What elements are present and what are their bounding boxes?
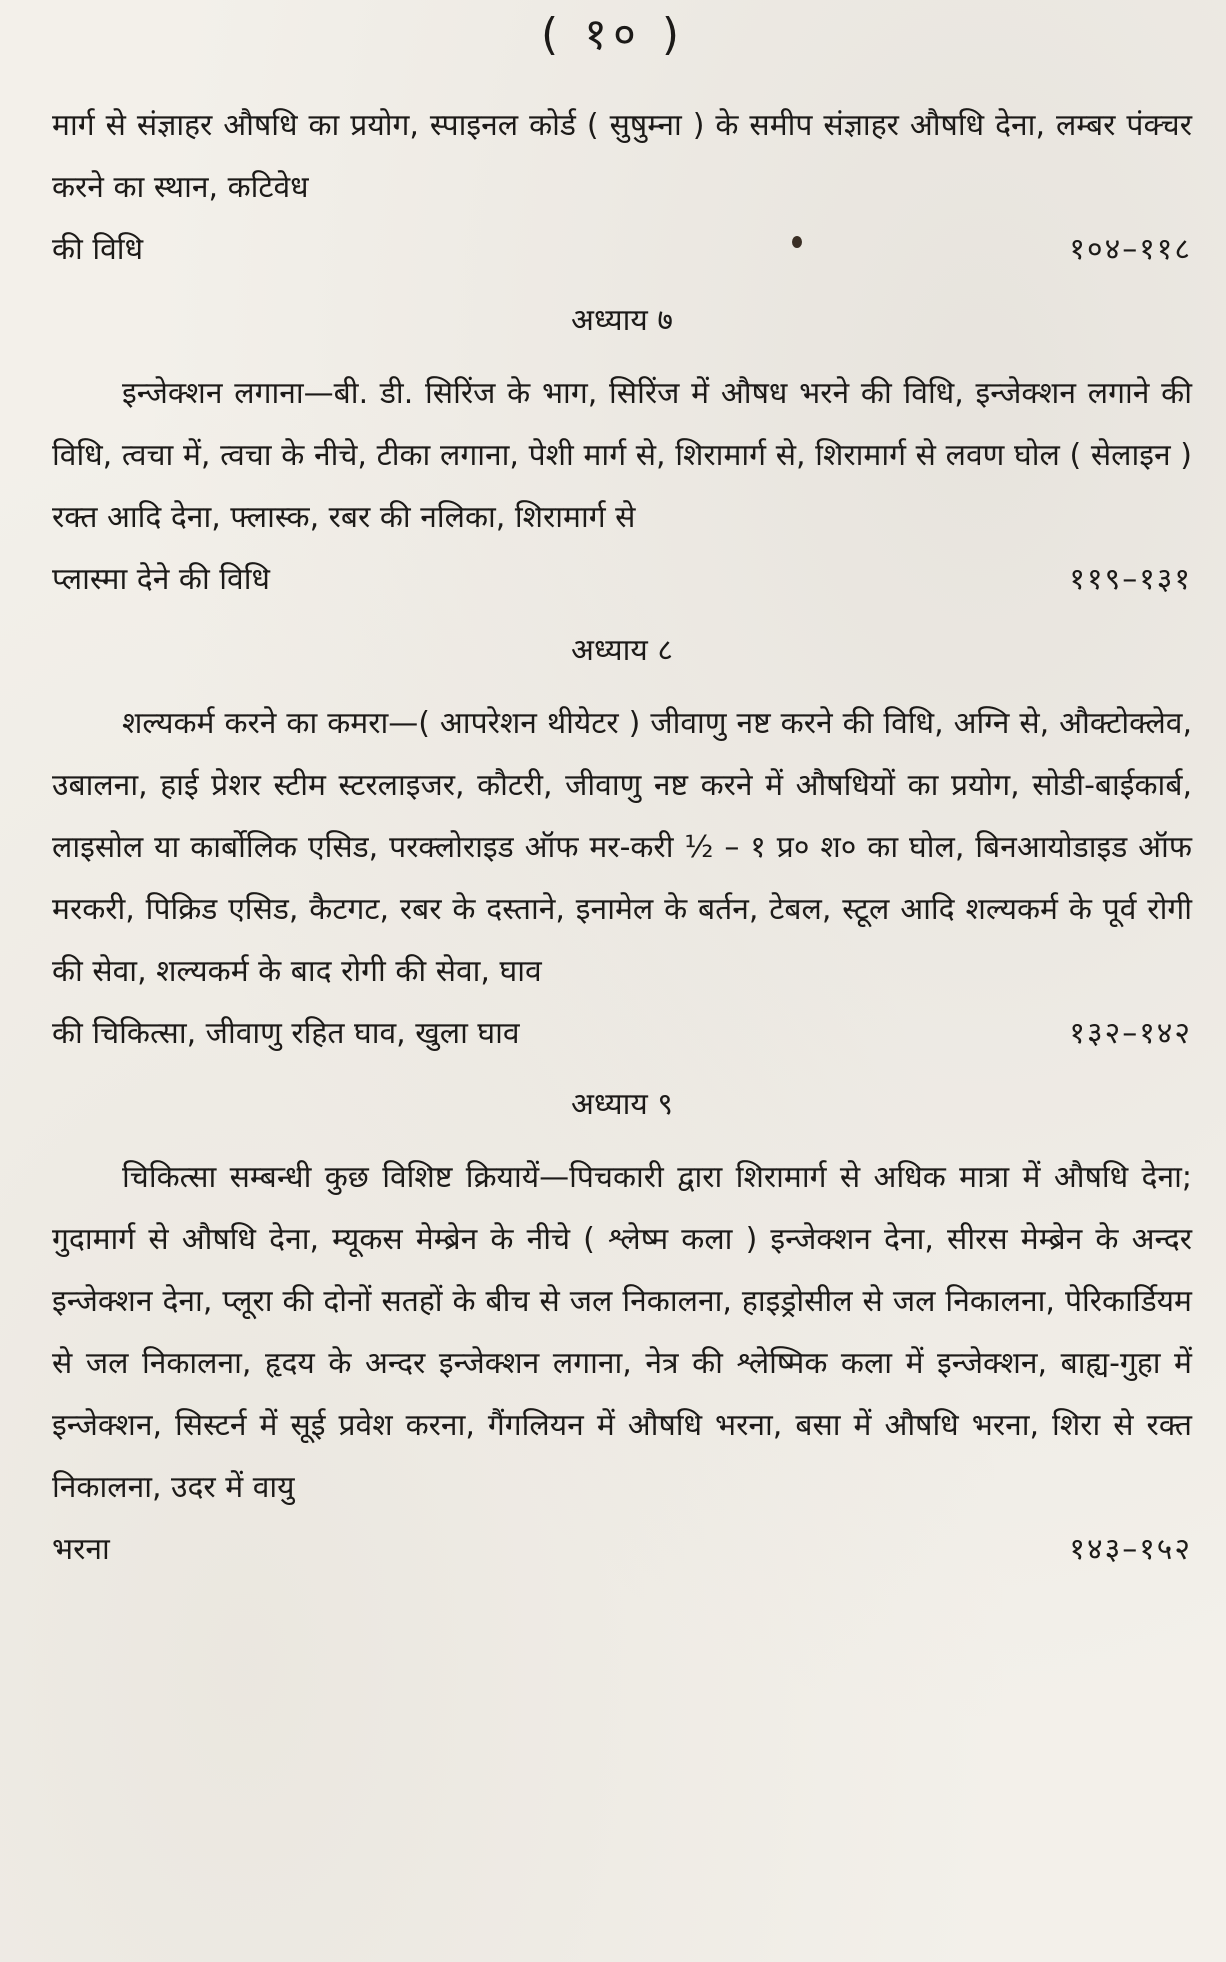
page-range: १०४–११८ bbox=[1069, 232, 1192, 267]
chapter-heading: अध्याय ७ bbox=[571, 303, 673, 338]
entry-description-end: प्लास्मा देने की विधि bbox=[52, 562, 270, 597]
page-range: १४३–१५२ bbox=[1069, 1532, 1192, 1567]
toc-entry-chapter-9 bbox=[52, 1085, 1192, 1581]
entry-description: शल्यकर्म करने का कमरा—( आपरेशन थीयेटर ) जीवाणु नष्ट करने की विधि, अग्नि से, औक्टोक्लेव, उबालना, हाई प्रेशर स्टीम स्टरलाइजर, कौटरी, जीवाणु नष्ट करने में औषधियों का प्रयोग, सोडी-बाईकार्ब, लाइसोल या कार्बोलिक एसिड, परक्लोराइड ऑफ मर-करी ½ – १ प्र० श० का घोल, बिनआयोडाइड ऑफ मरकरी, पिक्रिड एसिड, कैटगट, रबर के दस्ताने, इनामेल के बर्तन, टेबल, स्टूल आदि शल्यकर्म के पूर्व रोगी की सेवा, शल्यकर्म के बाद रोगी की सेवा, घाव bbox=[52, 706, 1192, 989]
chapter-heading: अध्याय ८ bbox=[571, 633, 673, 668]
page-number: ( १० ) bbox=[540, 9, 686, 60]
entry-description: मार्ग से संज्ञाहर औषधि का प्रयोग, स्पाइनल कोर्ड ( सुषुम्ना ) के समीप संज्ञाहर औषधि देना, लम्बर पंक्चर करने का स्थान, कटिवेध bbox=[52, 108, 1192, 205]
page-range: १३२–१४२ bbox=[1069, 1016, 1192, 1051]
table-of-contents bbox=[52, 95, 1192, 1581]
entry-description-end: की चिकित्सा, जीवाणु रहित घाव, खुला घाव bbox=[52, 1016, 520, 1051]
toc-entry-chapter-8 bbox=[52, 631, 1192, 1065]
entry-description-end: की विधि bbox=[52, 232, 144, 267]
entry-description-end: भरना bbox=[52, 1532, 110, 1567]
chapter-heading: अध्याय ९ bbox=[571, 1087, 673, 1122]
entry-tail-line bbox=[52, 549, 1192, 611]
entry-tail-line bbox=[52, 1519, 1192, 1581]
toc-entry-chapter-7 bbox=[52, 301, 1192, 611]
toc-entry-continued bbox=[52, 95, 1192, 281]
page-range: ११९–१३१ bbox=[1069, 562, 1192, 597]
entry-tail-line bbox=[52, 1003, 1192, 1065]
entry-description: इन्जेक्शन लगाना—बी. डी. सिरिंज के भाग, सिरिंज में औषध भरने की विधि, इन्जेक्शन लगाने की विधि, त्वचा में, त्वचा के नीचे, टीका लगाना, पेशी मार्ग से, शिरामार्ग से, शिरामार्ग से लवण घोल ( सेलाइन ) रक्त आदि देना, फ्लास्क, रबर की नलिका, शिरामार्ग से bbox=[52, 376, 1192, 535]
entry-tail-line bbox=[52, 219, 1192, 281]
ink-spot bbox=[792, 236, 802, 248]
entry-description: चिकित्सा सम्बन्धी कुछ विशिष्ट क्रियायें—पिचकारी द्वारा शिरामार्ग से अधिक मात्रा में औषधि देना; गुदामार्ग से औषधि देना, म्यूकस मेम्ब्रेन के नीचे ( श्लेष्म कला ) इन्जेक्शन देना, सीरस मेम्ब्रेन के अन्दर इन्जेक्शन देना, प्लूरा की दोनों सतहों के बीच से जल निकालना, हाइड्रोसील से जल निकालना, पेरिकार्डियम से जल निकालना, हृदय के अन्दर इन्जेक्शन लगाना, नेत्र की श्लेष्मिक कला में इन्जेक्शन, बाह्य-गुहा में इन्जेक्शन, सिस्टर्न में सूई प्रवेश करना, गैंगलियन में औषधि भरना, बसा में औषधि भरना, शिरा से रक्त निकालना, उदर में वायु bbox=[52, 1160, 1192, 1505]
